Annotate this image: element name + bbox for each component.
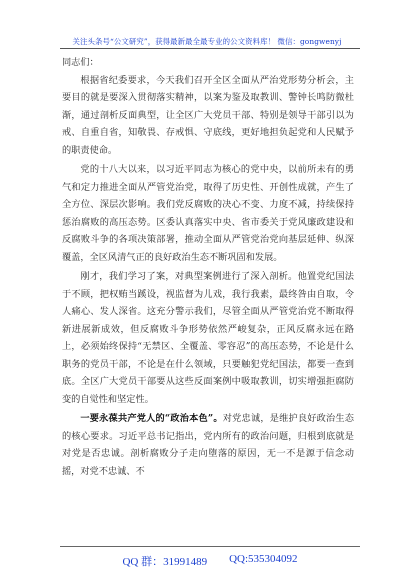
paragraph-1: 根据省纪委要求，今天我们召开全区全面从严治党形势分析会，主要目的就是要深入贯彻落实精神，以案为鉴及取教训、警钟长鸣防微杜渐，通过剖析反面典型，让全区广大党员干部、特别是领导干部引以为戒、自重自省，知敬畏、存戒惧、守底线，更好地担负起党和人民赋予的职责使命。 (62, 74, 354, 156)
paragraph-4-text: 对党忠诚，是维护良好政治生态的核心要求。习近平总书记指出，党内所有的政治问题，归根到底就是对党是否忠诚。剖析腐败分子走向堕落的原因，无一不是源于信念动摇，对党不忠诚、不 (62, 413, 354, 477)
header-banner: 关注头条号“公文研究”，获得最新最全最专业的公文资料库！ 微信：gongwenyj (72, 37, 342, 46)
document-body (62, 54, 354, 480)
paragraph-3: 刚才，我们学习了案，对典型案例进行了深入剖析。他置党纪国法于不顾，把权贿当蹊设，视监督为儿戏，我行我素，最终咎由自取，令人痛心、发人深省。这充分警示我们，尽管全面从严管党治党不断取得新进展新成效，但反腐败斗争形势依然严峻复杂，正风反腐永远在路上，必须始终保持“无禁区、全覆盖、零容忍”的高压态势，不论是什么职务的党员干部，不论是在什么领域，只要触犯党纪国法，都要一查到底。全区广大党员干部要从这些反面案例中吸取教训，切实增强拒腐防变的自觉性和坚定性。 (62, 271, 354, 405)
header-divider (60, 48, 360, 49)
paragraph-2: 党的十八大以来，以习近平同志为核心的党中央，以前所未有的勇气和定力推进全面从严管党治党，取得了历史性、开创性成就，产生了全方位、深层次影响。我们党反腐败的决心不变、力度不减，持续保持惩治腐败的高压态势。区委认真落实中央、省市委关于党风廉政建设和反腐败斗争的各项决策部署，推动全面从严管党治党向基层延伸、纵深覆盖，全区风清气正的良好政治生态不断巩固和发展。 (62, 164, 354, 263)
salutation: 同志们： (62, 57, 99, 68)
bold-lead-heading: 一要永葆共产党人的“政治本色”。 (80, 413, 223, 424)
footer-qq: QQ:535304092 (229, 553, 298, 565)
paragraph-4 (62, 410, 354, 480)
footer-qq-group: QQ 群：31991489 (122, 556, 208, 568)
footer-bar (60, 546, 360, 569)
